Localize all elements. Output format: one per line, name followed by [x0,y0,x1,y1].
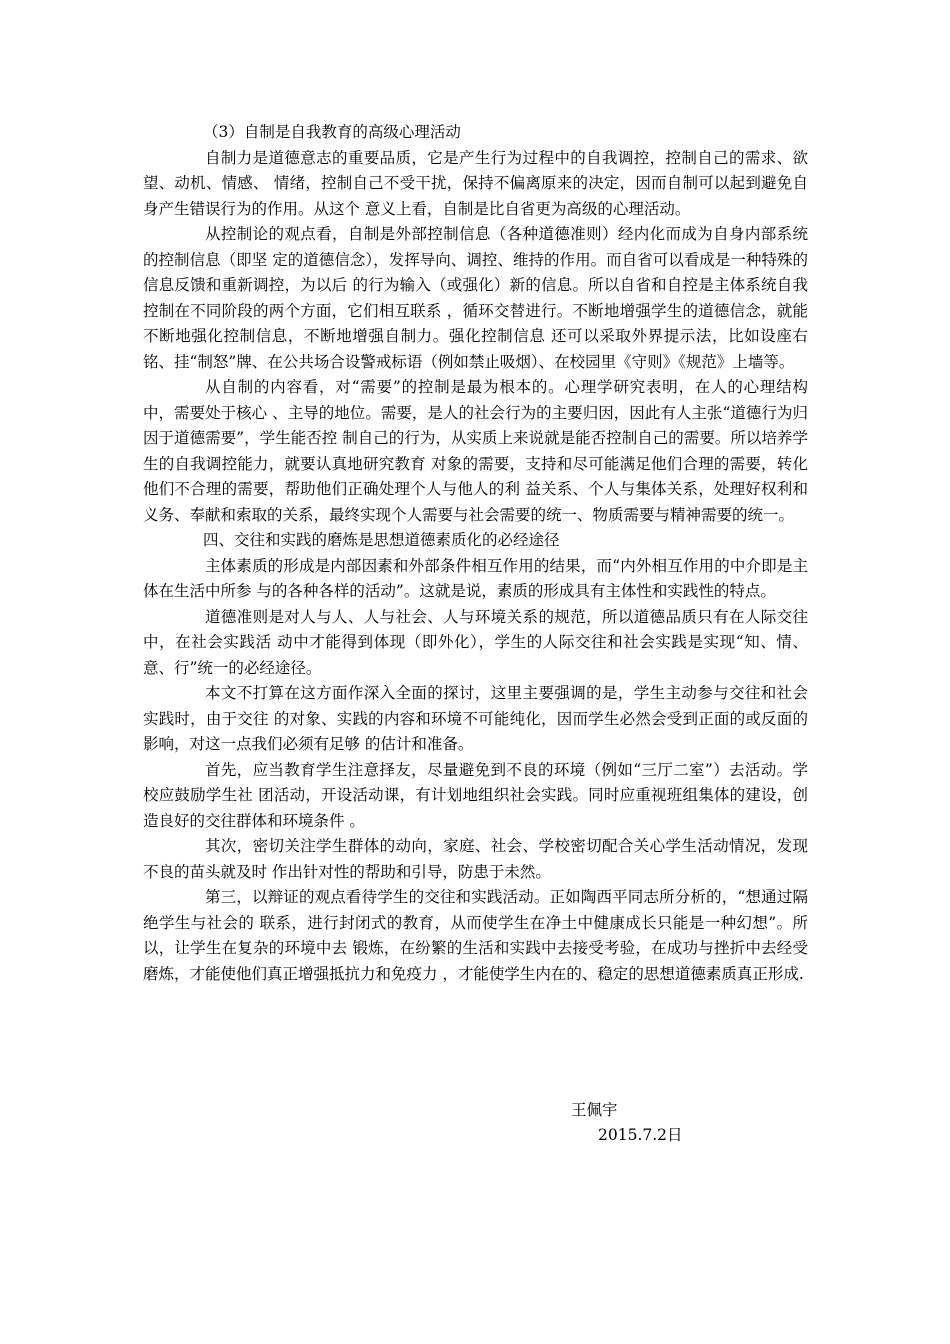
paragraph-emphasis: 本文不打算在这方面作深入全面的探讨，这里主要强调的是，学生主动参与交往和社会实践时，由于交往 的对象、实践的内容和环境不可能纯化，因而学生必然会受到正面的或反面的影响，对这一点我们必须有足够 的估计和准备。 [143,684,808,753]
paragraph-first: 首先，应当教育学生注意择友，尽量避免到不良的环境（例如“三厅二室”）去活动。学校应鼓励学生社 团活动，开设活动课，有计划地组织社会实践。同时应重视班组集体的建设，创造良好的交往群体和环境条件 。 [143,760,808,830]
document-body [143,120,808,987]
document-date: 2015.7.2日 [598,1126,683,1144]
paragraph-control-theory: 从控制论的观点看，自制是外部控制信息（各种道德准则）经内化而成为自身内部系统的控制信息（即坚 定的道德信念），发挥导向、调控、维持的作用。而自省可以看成是一种特殊的信息反馈和重新调控，为以后 的行为输入（或强化）新的信息。所以自省和自控是主体系统自我控制在不同阶段的两个方面，它们相互联系 ，循环交替进行。不断地增强学生的道德信念，就能不断地强化控制信息，不断地增强自制力。强化控制信息 还可以采取外界提示法，比如设座右铭、挂“制怒”牌、在公共场合设警戒标语（例如禁止吸烟）、在校园里《守则》《规范》上墙等。 [143,225,808,371]
paragraph-self-control-definition: 自制力是道德意志的重要品质，它是产生行为过程中的自我调控，控制自己的需求、欲望、动机、情感、 情绪，控制自己不受干扰，保持不偏离原来的决定，因而自制可以起到避免自身产生错误行为的作用。从这个 意义上看，自制是比自省更为高级的心理活动。 [143,148,808,218]
paragraph-third: 第三，以辩证的观点看待学生的交往和实践活动。正如陶西平同志所分析的，“想通过隔绝学生与社会的 联系，进行封闭式的教育，从而使学生在净土中健康成长只能是一种幻想”。所以，让学生在复杂的环境中去 锻炼，在纷繁的生活和实践中去接受考验，在成功与挫折中去经受磨炼，才能使他们真正增强抵抗力和免疫力 ，才能使学生内在的、稳定的思想道德素质真正形成. [143,888,808,983]
paragraph-needs-control: 从自制的内容看，对“需要”的控制是最为根本的。心理学研究表明，在人的心理结构中，需要处于核心 、主导的地位。需要，是人的社会行为的主要归因，因此有人主张“道德行为归因于道德需要”，学生能否控 制自己的行为，从实质上来说就是能否控制自己的需要。所以培养学生的自我调控能力，就要认真地研究教育 对象的需要，支持和尽可能满足他们合理的需要，转化他们不合理的需要，帮助他们正确处理个人与他人的利 益关系、个人与集体关系，处理好权利和义务、奉献和索取的关系，最终实现个人需要与社会需要的统一、物质需要与精神需要的统一。 [143,378,808,524]
section-heading-practice: 四、交往和实践的磨炼是思想道德素质化的必经途径 [203,531,560,549]
paragraph-moral-norms: 道德准则是对人与人、人与社会、人与环境关系的规范，所以道德品质只有在人际交往中，在社会实践活 动中才能得到体现（即外化），学生的人际交往和社会实践是实现“知、情、意、行”统一的必经途径。 [143,607,808,677]
paragraph-subject-quality: 主体素质的形成是内部因素和外部条件相互作用的结果，而“内外相互作用的中介即是主体在生活中所参 与的各种各样的活动”。这就是说，素质的形成具有主体性和实践性的特点。 [143,556,808,600]
section-heading-self-control: （3）自制是自我教育的高级心理活动 [203,123,461,141]
paragraph-second: 其次，密切关注学生群体的动向，家庭、社会、学校密切配合关心学生活动情况，发现不良的苗头就及时 作出针对性的帮助和引导，防患于未然。 [143,837,808,881]
author-name: 王佩宇 [571,1101,618,1119]
